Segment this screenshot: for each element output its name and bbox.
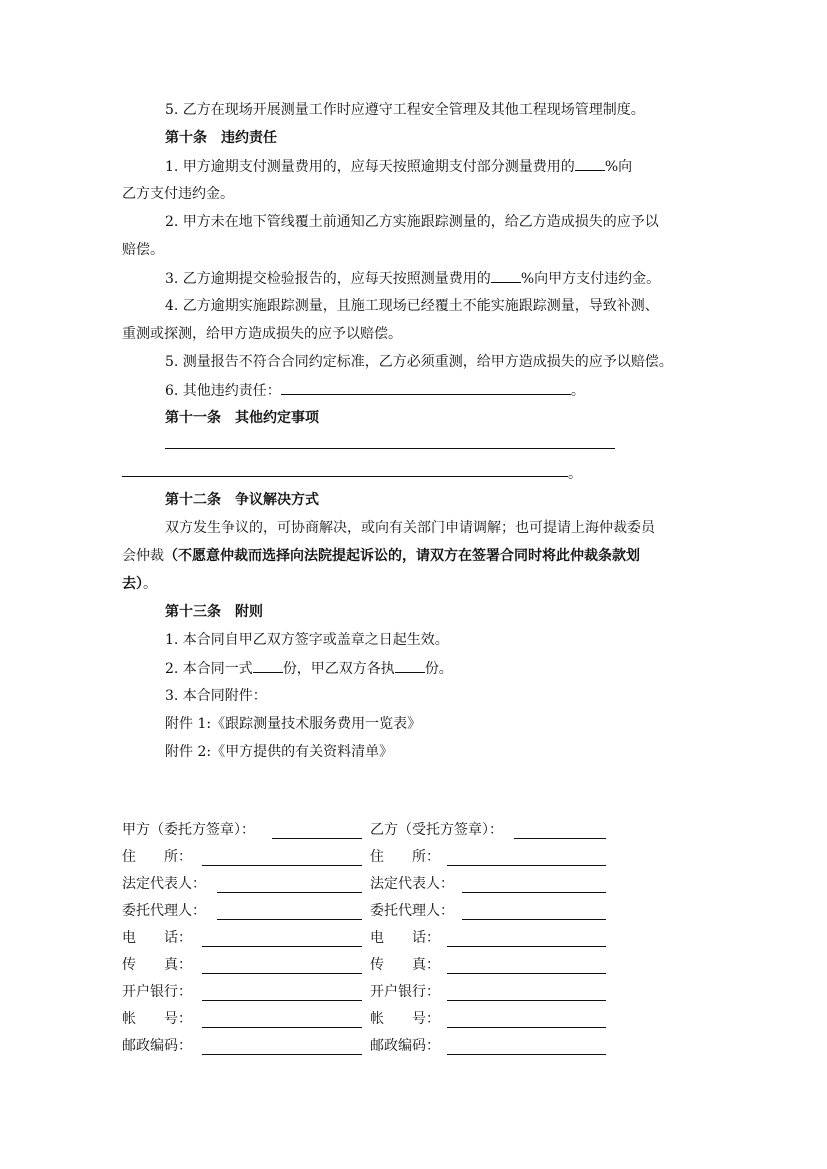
art13-p2-text: 2. 本合同一式 <box>165 661 253 677</box>
art10-p1-line1 <box>165 156 632 177</box>
copies-each-blank <box>395 658 425 673</box>
party-b-field-line <box>447 946 606 947</box>
art12-bold-note-end: 去） <box>122 576 143 592</box>
party-b-field-label: 邮政编码： <box>370 1038 440 1054</box>
art10-item5: 5. 乙方在现场开展测量工作时应遵守工程安全管理及其他工程现场管理制度。 <box>165 102 645 118</box>
art10-p3-suffix: %向甲方支付违约金。 <box>520 271 661 287</box>
art13-p3: 3. 本合同附件： <box>165 688 267 704</box>
art12-p1-line3 <box>122 574 157 594</box>
party-b-field-line <box>447 1054 606 1055</box>
article-11-title: 第十一条 其他约定事项 <box>165 410 319 426</box>
copies-total-blank <box>253 658 283 673</box>
party-b-field-label: 委托代理人： <box>370 903 454 919</box>
party-a-field-line <box>272 838 362 839</box>
party-b-field-line <box>447 1027 606 1028</box>
party-a-field-line <box>202 865 362 866</box>
party-b-field-label: 住 所： <box>370 849 440 865</box>
party-a-field-label: 委托代理人： <box>122 903 206 919</box>
party-b-field-label: 电 话： <box>370 930 440 946</box>
art10-p4-line2: 重测或探测，给甲方造成损失的应予以赔偿。 <box>122 326 402 342</box>
other-terms-line-2 <box>122 476 568 477</box>
party-a-field-label: 住 所： <box>122 849 192 865</box>
party-a-field-line <box>202 973 362 974</box>
party-a-field-line <box>202 1054 362 1055</box>
art10-p1-text: 1. 甲方逾期支付测量费用的，应每天按照逾期支付部分测量费用的 <box>165 159 575 175</box>
article-11-end: 。 <box>568 466 582 482</box>
art12-bold-note: （不愿意仲裁而选择向法院提起诉讼的，请双方在签署合同时将此仲裁条款划 <box>164 548 640 564</box>
art12-p1-line1: 双方发生争议的，可协商解决，或向有关部门申请调解；也可提请上海仲裁委员 <box>165 520 655 536</box>
party-a-field-label: 开户银行： <box>122 984 192 1000</box>
art13-p1: 1. 本合同自甲乙双方签字或盖章之日起生效。 <box>165 632 449 648</box>
art10-p5: 5. 测量报告不符合合同约定标准，乙方必须重测，给甲方造成损失的应予以赔偿。 <box>165 354 673 370</box>
party-b-field-label: 开户银行： <box>370 984 440 1000</box>
other-terms-line-1 <box>165 448 615 449</box>
art12-p1-line2 <box>122 546 640 566</box>
article-12-title: 第十二条 争议解决方式 <box>165 492 319 508</box>
art12-p1-end: 。 <box>143 576 157 592</box>
party-a-field-label: 甲方（委托方签章）： <box>122 822 255 838</box>
party-a-field-line <box>202 1027 362 1028</box>
art13-p2 <box>165 658 453 679</box>
art10-p6 <box>165 380 585 401</box>
party-b-field-line <box>447 1000 606 1001</box>
article-13-title: 第十三条 附则 <box>165 604 263 620</box>
party-a-field-label: 帐 号： <box>122 1011 192 1027</box>
party-b-field-label: 法定代表人： <box>370 876 454 892</box>
party-b-field-line <box>447 973 606 974</box>
party-b-field-line <box>514 838 606 839</box>
party-a-field-label: 传 真： <box>122 957 192 973</box>
party-b-field-line <box>462 919 606 920</box>
party-b-field-line <box>462 892 606 893</box>
art10-p2-line2: 赔偿。 <box>122 242 164 258</box>
art10-p6-text: 6. 其他违约责任： <box>165 383 281 399</box>
art12-p1-text: 会仲裁 <box>122 548 164 564</box>
art10-p4-line1: 4. 乙方逾期实施跟踪测量，且施工现场已经覆土不能实施跟踪测量，导致补测、 <box>165 298 659 314</box>
art10-p3 <box>165 268 660 289</box>
party-b-field-label: 传 真： <box>370 957 440 973</box>
party-b-field-label: 帐 号： <box>370 1011 440 1027</box>
art13-p2-mid: 份，甲乙双方各执 <box>282 661 395 677</box>
art10-p1-suffix: %向 <box>604 159 633 175</box>
penalty-rate-blank-2 <box>491 268 521 283</box>
art10-p1-line2: 乙方支付违约金。 <box>122 186 234 202</box>
party-b-field-label: 乙方（受托方签章）： <box>370 822 503 838</box>
party-a-field-line <box>202 946 362 947</box>
other-liability-blank <box>281 380 571 395</box>
party-a-field-label: 电 话： <box>122 930 192 946</box>
party-b-field-line <box>447 865 606 866</box>
attachment-1: 附件 1:《跟踪测量技术服务费用一览表》 <box>165 716 422 732</box>
art13-p2-end: 份。 <box>424 661 453 677</box>
party-a-field-label: 法定代表人： <box>122 876 206 892</box>
party-a-field-label: 邮政编码： <box>122 1038 192 1054</box>
art10-p2-line1: 2. 甲方未在地下管线覆土前通知乙方实施跟踪测量的，给乙方造成损失的应予以 <box>165 214 659 230</box>
penalty-rate-blank-1 <box>575 156 605 171</box>
attachment-2: 附件 2:《甲方提供的有关资料清单》 <box>165 744 394 760</box>
article-10-title: 第十条 违约责任 <box>165 130 277 146</box>
party-a-field-line <box>217 892 362 893</box>
party-a-field-line <box>202 1000 362 1001</box>
art10-p6-end: 。 <box>570 383 585 399</box>
party-a-field-line <box>217 919 362 920</box>
art10-p3-text: 3. 乙方逾期提交检验报告的，应每天按照测量费用的 <box>165 271 491 287</box>
